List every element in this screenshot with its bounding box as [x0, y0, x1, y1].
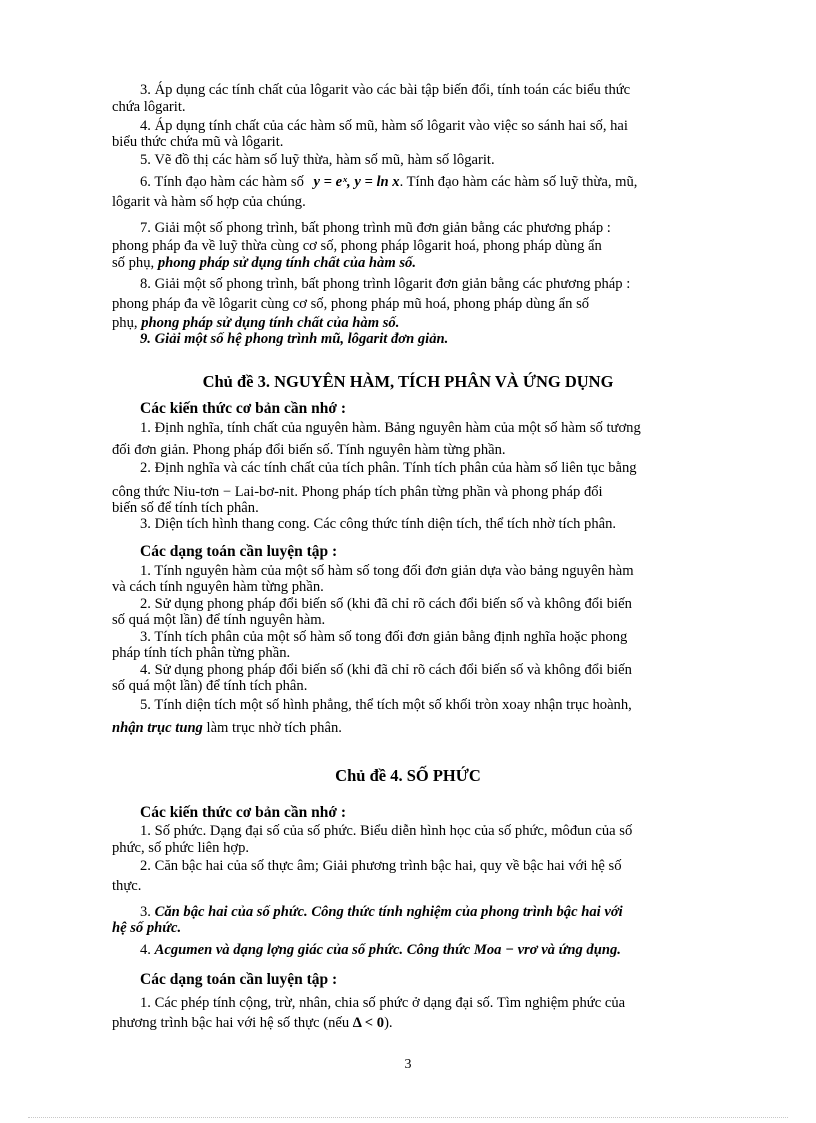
k4-number: 4.	[140, 942, 151, 958]
paragraph-line: phong pháp đa về luỹ thừa cùng cơ số, phong pháp lôgarit hoá, phong pháp dùng ẩn	[112, 238, 602, 254]
item7-tail-normal: số phụ,	[112, 255, 155, 271]
practice1-end: ).	[384, 1015, 393, 1031]
paragraph-line: số quá một lần) để tính nguyên hàm.	[112, 612, 326, 628]
page-number: 3	[404, 1057, 412, 1072]
item8-tail-bold: phong pháp sử dụng tính chất của hàm số.	[141, 315, 400, 331]
knowledge-heading: Các kiến thức cơ bản cần nhớ :	[140, 400, 347, 417]
paragraph-line: lôgarit và hàm số hợp của chúng.	[112, 194, 306, 210]
paragraph-line: 2. Định nghĩa và các tính chất của tích phân. Tính tích phân của hàm số liên tục bằng	[140, 460, 637, 476]
item8-tail-normal: phụ,	[112, 315, 138, 331]
knowledge-heading: Các kiến thức cơ bản cần nhớ :	[140, 804, 347, 821]
practice-heading: Các dạng toán cần luyện tập :	[140, 971, 338, 988]
paragraph-line: và cách tính nguyên hàm từng phần.	[112, 579, 324, 595]
paragraph-line: 5. Tính diện tích một số hình phẳng, thể tích một số khối tròn xoay nhận trục hoành,	[140, 697, 632, 713]
paragraph-line: số quá một lần) để tính tích phân.	[112, 678, 308, 694]
paragraph-line: 1. Các phép tính cộng, trừ, nhân, chia số phức ở dạng đại số. Tìm nghiệm phức của	[140, 995, 626, 1011]
paragraph-line: chứa lôgarit.	[112, 99, 186, 115]
item6-suffix: . Tính đạo hàm các hàm số luỹ thừa, mũ,	[399, 174, 638, 190]
item7-tail-bold: phong pháp sử dụng tính chất của hàm số.	[157, 255, 416, 271]
topic-4-label: Chủ đề 4.	[335, 766, 403, 785]
paragraph-line-item7-tail	[112, 255, 416, 272]
paragraph-line: biến số để tính tích phân.	[112, 500, 259, 516]
paragraph-line: 2. Căn bậc hai của số thực âm; Giải phương trình bậc hai, quy về bậc hai với hệ số	[140, 858, 622, 874]
paragraph-line: hệ số phức.	[112, 920, 182, 936]
paragraph-line-practice5-tail	[112, 720, 342, 737]
practice-heading: Các dạng toán cần luyện tập :	[140, 543, 338, 560]
k3-bold: Căn bậc hai của số phức. Công thức tính nghiệm của phong trình bậc hai với	[154, 904, 623, 920]
topic-3-label: Chủ đề 3.	[202, 372, 270, 391]
topic-4-title: SỐ PHỨC	[406, 766, 481, 785]
practice5-normal: làm trục nhờ tích phân.	[206, 720, 342, 736]
page-bottom-divider	[28, 1117, 788, 1118]
paragraph-line: phong pháp đa về lôgarit cùng cơ số, phong pháp mũ hoá, phong pháp dùng ẩn số	[112, 296, 590, 312]
item6-prefix: 6. Tính đạo hàm các hàm số	[140, 174, 304, 190]
paragraph-line-k4	[140, 942, 621, 959]
paragraph-line-k3	[140, 904, 623, 921]
paragraph-line-practice1-tail	[112, 1015, 393, 1032]
k3-number: 3.	[140, 904, 151, 920]
paragraph-line: công thức Niu-tơn − Lai-bơ-nit. Phong pháp tích phân từng phần và phong pháp đổi	[112, 484, 603, 500]
topic-3-heading	[0, 372, 816, 392]
formula: y = eˣ, y = ln x	[313, 174, 400, 190]
paragraph-line: 3. Diện tích hình thang cong. Các công thức tính diện tích, thể tích nhờ tích phân.	[140, 516, 617, 532]
paragraph-line: 3. Áp dụng các tính chất của lôgarit vào các bài tập biến đổi, tính toán các biểu thức	[140, 82, 631, 98]
practice5-bold: nhận trục tung	[112, 720, 203, 736]
paragraph-line: 5. Vẽ đồ thị các hàm số luỹ thừa, hàm số mũ, hàm số lôgarit.	[140, 152, 495, 168]
paragraph-line: 9. Giải một số hệ phong trình mũ, lôgarit đơn giản.	[140, 331, 449, 347]
paragraph-line-item8-tail	[112, 315, 399, 332]
paragraph-line: 1. Số phức. Dạng đại số của số phức. Biểu diễn hình học của số phức, môđun của số	[140, 823, 633, 839]
paragraph-line: 7. Giải một số phong trình, bất phong trình mũ đơn giản bằng các phương pháp :	[140, 220, 611, 236]
topic-3-title: NGUYÊN HÀM, TÍCH PHÂN VÀ ỨNG DỤNG	[274, 372, 614, 391]
k4-bold: Acgumen và dạng lợng giác của số phức. Công thức Moa − vrơ và ứng dụng.	[154, 942, 621, 958]
paragraph-line: 8. Giải một số phong trình, bất phong trình lôgarit đơn giản bằng các phương pháp :	[140, 276, 631, 292]
paragraph-line: 4. Áp dụng tính chất của các hàm số mũ, hàm số lôgarit vào việc so sánh hai số, hai	[140, 118, 628, 134]
topic-4-heading	[0, 766, 816, 786]
paragraph-line: pháp tính tích phân từng phần.	[112, 645, 291, 661]
paragraph-line: 1. Định nghĩa, tính chất của nguyên hàm. Bảng nguyên hàm của một số hàm số tương	[140, 420, 641, 436]
paragraph-line-item6	[140, 174, 637, 191]
paragraph-line: 1. Tính nguyên hàm của một số hàm số tong đối đơn giản dựa vào bảng nguyên hàm	[140, 563, 634, 579]
paragraph-line: đối đơn giản. Phong pháp đổi biến số. Tính nguyên hàm từng phần.	[112, 442, 506, 458]
formula: Δ < 0	[352, 1015, 385, 1031]
paragraph-line: 2. Sử dụng phong pháp đổi biến số (khi đã chỉ rõ cách đổi biến số và không đổi biến	[140, 596, 632, 612]
practice1-text: phương trình bậc hai với hệ số thực (nếu	[112, 1015, 350, 1031]
paragraph-line: biểu thức chứa mũ và lôgarit.	[112, 134, 284, 150]
paragraph-line: phức, số phức liên hợp.	[112, 840, 250, 856]
paragraph-line: 3. Tính tích phân của một số hàm số tong đối đơn giản bằng định nghĩa hoặc phong	[140, 629, 628, 645]
paragraph-line: 4. Sử dụng phong pháp đổi biến số (khi đã chỉ rõ cách đổi biến số và không đổi biến	[140, 662, 632, 678]
paragraph-line: thực.	[112, 878, 142, 894]
